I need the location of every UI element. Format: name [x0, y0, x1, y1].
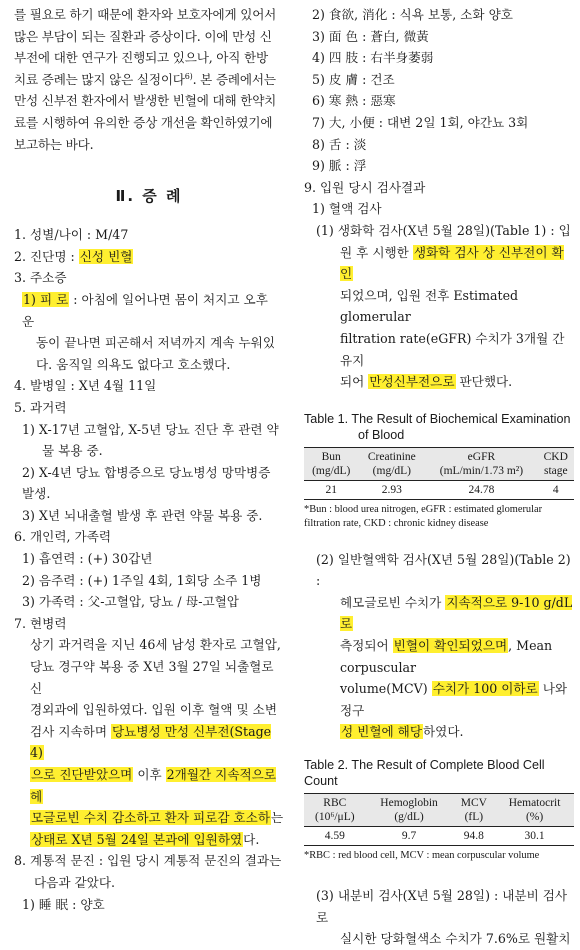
table-cell: 9.7 — [401, 830, 417, 843]
cbc-text: 하였다. — [423, 724, 464, 740]
cbc-highlight: 성 빈혈에 해당 — [341, 724, 422, 740]
diagnosis-value: 신성 빈혈 — [79, 248, 133, 264]
header-unit: (10⁶/μL) — [315, 811, 355, 824]
endocrine-line: 실시한 당화혈색소 수치가 7.6%로 원활치 — [340, 931, 571, 947]
header-label: RBC — [323, 797, 347, 810]
header-unit: (fL) — [464, 811, 484, 824]
chief-complaint-line: 동이 끝나면 피곤해서 저녁까지 계속 누워있 — [36, 335, 275, 351]
past-history-title: 5. 과거력 — [14, 399, 67, 415]
chem-text: 되어 — [340, 374, 369, 390]
table-cell: 2.93 — [381, 483, 402, 496]
cbc-text: , Mean corpuscular — [340, 638, 553, 675]
intro-line: 많은 부담이 되는 질환과 증상이다. 이에 만성 신 — [14, 28, 272, 44]
header-label: Hematocrit — [508, 797, 561, 810]
table-cell: 24.78 — [468, 483, 495, 496]
left-column — [14, 0, 284, 915]
personal-history-line: 3) 가족력 : 父-고혈압, 당뇨 / 母-고혈압 — [22, 594, 239, 610]
table-1-footnote: *Bun : blood urea nitrogen, eGFR : estimated glomerular filtration rate, CKD : chronic kidney disease — [304, 503, 543, 529]
hx-highlight: 상태로 X년 5월 24일 본과에 입원하였 — [31, 831, 243, 847]
chem-line: 되었으며, 입원 전후 Estimated glomerular — [340, 287, 519, 325]
cbc-line — [304, 678, 574, 721]
citation-superscript: 6) — [184, 71, 193, 81]
present-history-line — [30, 721, 284, 764]
cc-number: 1) — [23, 291, 36, 307]
past-history-line: 2) X-4년 당뇨 합병증으로 당뇨병성 망막병증 발생. — [22, 464, 271, 502]
chief-complaint-line — [14, 289, 284, 332]
present-history-title: 7. 현병력 — [14, 615, 67, 631]
header-unit: (mg/dL) — [372, 464, 411, 477]
chem-line — [304, 242, 574, 285]
table-1-grid — [304, 447, 574, 500]
hx-highlight: 2개월간 지속적으로 헤 — [30, 767, 277, 804]
caption-text: Table 1. The Result of Biochemical Examination — [304, 411, 571, 426]
systemic-review-item: 5) 皮 膚 : 건조 — [312, 71, 395, 87]
table-2-footnote: *RBC : red blood cell, MCV : mean corpuscular volume — [304, 850, 540, 862]
systemic-review-item: 8) 舌 : 淡 — [312, 136, 367, 152]
cbc-line — [304, 592, 574, 635]
hx-highlight: 모글로빈 수치 감소하고 환자 피로감 호소하 — [31, 810, 270, 826]
table-cell: 21 — [325, 483, 337, 496]
table-header-cell — [425, 447, 537, 480]
section-title: Ⅱ. 증 례 — [115, 187, 183, 206]
table-cell: 4 — [552, 483, 559, 496]
chief-complaint-line: 다. 움직일 의욕도 없다고 호소했다. — [36, 356, 231, 372]
personal-family-title: 6. 개인력, 가족력 — [14, 529, 112, 545]
right-column — [304, 0, 574, 950]
table-cell: 94.8 — [463, 830, 484, 843]
chem-text: 판단했다. — [455, 374, 513, 390]
systemic-review-item: 1) 睡 眠 : 양호 — [22, 896, 105, 912]
cbc-text: 헤모글로빈 수치가 — [340, 594, 446, 610]
systemic-review-item: 9) 脈 : 浮 — [312, 158, 367, 174]
hx-text: 검사 지속하며 — [30, 723, 111, 739]
hx-highlight: 당뇨병성 만성 신부전(Stage 4) — [30, 723, 272, 761]
table-1-caption — [304, 411, 574, 443]
intro-line: 만성 신부전 환자에서 발생한 빈혈에 대해 한약치 — [14, 93, 277, 109]
cbc-line — [304, 721, 574, 743]
cc-prefix — [22, 292, 69, 307]
past-history-line: 물 복용 중. — [42, 443, 103, 459]
header-unit: (mg/dL) — [312, 464, 351, 477]
endocrine-line: (3) 내분비 검사(X년 5월 28일) : 내분비 검사로 — [316, 888, 568, 925]
header-unit: (mL/min/1.73 m²) — [439, 464, 524, 477]
table-cell: 30.1 — [524, 830, 545, 843]
present-history-line: 당뇨 경구약 복용 중 X년 3월 27일 뇌출혈로 신 — [30, 659, 274, 696]
intro-line: 보고하는 바다. — [14, 136, 94, 152]
cbc-highlight: 수치가 100 이하로 — [432, 681, 538, 697]
intro-text: 치료 증례는 많지 않은 실정이다 — [14, 71, 185, 87]
table-header-cell — [495, 794, 574, 827]
hx-text: 이후 — [133, 767, 166, 782]
systemic-review-item: 3) 面 色 : 蒼白, 微黃 — [312, 28, 429, 44]
chem-text: 원 후 시행한 — [340, 244, 413, 260]
past-history-line: 3) X년 뇌내출혈 발생 후 관련 약물 복용 중. — [22, 507, 263, 523]
table-2-caption: Table 2. The Result of Complete Blood Cell Count — [304, 758, 545, 789]
present-history-line — [30, 764, 284, 807]
systemic-review-item: 2) 食欲, 消化 : 식욕 보통, 소화 양호 — [312, 7, 513, 22]
cbc-highlight: 지속적으로 9-10 g/dL로 — [340, 594, 573, 632]
systemic-review-title: 8. 계통적 문진 : 입원 당시 계통적 문진의 결과는 — [14, 853, 282, 869]
intro-paragraph — [14, 4, 284, 155]
table-row — [304, 827, 574, 846]
cbc-text: 측정되어 — [340, 638, 393, 654]
table-2-grid — [304, 793, 574, 846]
table-header-cell — [366, 794, 453, 827]
header-label: Creatinine — [367, 450, 416, 463]
table-header-cell — [358, 447, 425, 480]
chem-line — [304, 371, 574, 393]
cbc-highlight: 빈혈이 확인되었으며 — [393, 638, 508, 654]
onset-date: 4. 발병일 : X년 4월 11일 — [14, 378, 157, 394]
header-label: Hemoglobin — [380, 797, 438, 810]
chem-line: (1) 생화학 검사(X년 5월 28일)(Table 1) : 입 — [316, 222, 571, 238]
past-history-line: 1) X-17년 고혈압, X-5년 당뇨 진단 후 관련 약 — [22, 421, 279, 437]
cc-text: : 아침에 일어나면 몸이 처지고 오후 운 — [22, 291, 268, 329]
present-history-line: 경외과에 입원하였다. 입원 이후 혈액 및 소변 — [30, 702, 278, 718]
header-label: MCV — [460, 797, 487, 810]
table-header-cell — [304, 447, 358, 480]
intro-text: . 본 증례에서는 — [192, 71, 276, 87]
intro-line: 료를 시행하여 유의한 증상 개선을 확인하였기에 — [14, 114, 273, 130]
present-history-line — [30, 829, 284, 851]
present-history-line: 상기 과거력을 지닌 46세 남성 환자로 고혈압, — [30, 637, 281, 653]
cc-term: 피 로 — [35, 291, 69, 307]
chem-line: filtration rate(eGFR) 수치가 3개월 간 유지 — [340, 330, 565, 368]
personal-history-line: 1) 흡연력 : (+) 30갑년 — [22, 551, 153, 567]
diagnosis-label: 2. 진단명 : — [14, 248, 79, 264]
cbc-line: (2) 일반혈액학 검사(X년 5월 28일)(Table 2) : — [316, 551, 571, 589]
chem-highlight: 생화학 검사 상 신부전이 확인 — [340, 244, 564, 282]
intro-line: 부전에 대한 연구가 진행되고 있으나, 아직 한방 — [14, 50, 268, 66]
intro-line — [14, 69, 284, 91]
cbc-text: volume(MCV) — [340, 681, 432, 697]
header-unit: stage — [543, 464, 568, 477]
chief-complaint-title: 3. 주소증 — [14, 270, 67, 286]
blood-test-title: 1) 혈액 검사 — [312, 201, 382, 217]
systemic-review-item: 4) 四 肢 : 右半身萎弱 — [312, 50, 434, 66]
hx-text: 다. — [243, 831, 260, 847]
present-history-line — [30, 807, 284, 829]
caption-text: of Blood — [358, 427, 405, 442]
cbc-text: 나와 정구 — [340, 681, 568, 718]
table-row — [304, 480, 574, 499]
table-header-cell — [304, 794, 366, 827]
diagnosis — [14, 246, 284, 268]
systemic-review-list — [304, 4, 574, 177]
systemic-review-line: 다음과 같았다. — [34, 874, 115, 890]
header-label: eGFR — [467, 450, 496, 463]
header-unit: (g/dL) — [394, 811, 424, 824]
present-history-paragraph — [14, 634, 284, 850]
table-header-cell — [453, 794, 496, 827]
hx-text: 는 — [271, 810, 284, 826]
lab-results-title: 9. 입원 당시 검사결과 — [304, 179, 426, 195]
cbc-line — [304, 635, 574, 678]
table-header-cell — [538, 447, 574, 480]
header-unit: (%) — [525, 811, 544, 824]
table-1 — [304, 411, 574, 531]
chem-highlight: 만성신부전으로 — [369, 374, 455, 390]
header-label: CKD — [543, 450, 568, 463]
systemic-review-item: 7) 大, 小便 : 대변 2일 1회, 야간뇨 3회 — [312, 114, 529, 130]
table-2 — [304, 757, 574, 863]
intro-line: 를 필요로 하기 때문에 환자와 보호자에게 있어서 — [14, 7, 277, 22]
hx-highlight: 으로 진단받았으며 — [31, 767, 133, 782]
systemic-review-item: 6) 寒 熱 : 惡寒 — [312, 93, 396, 109]
header-label: Bun — [321, 450, 341, 463]
name-age: 1. 성별/나이 : M/47 — [14, 227, 129, 243]
table-cell: 4.59 — [324, 830, 345, 843]
personal-history-line: 2) 음주력 : (+) 1주일 4회, 1회당 소주 1병 — [22, 572, 262, 588]
